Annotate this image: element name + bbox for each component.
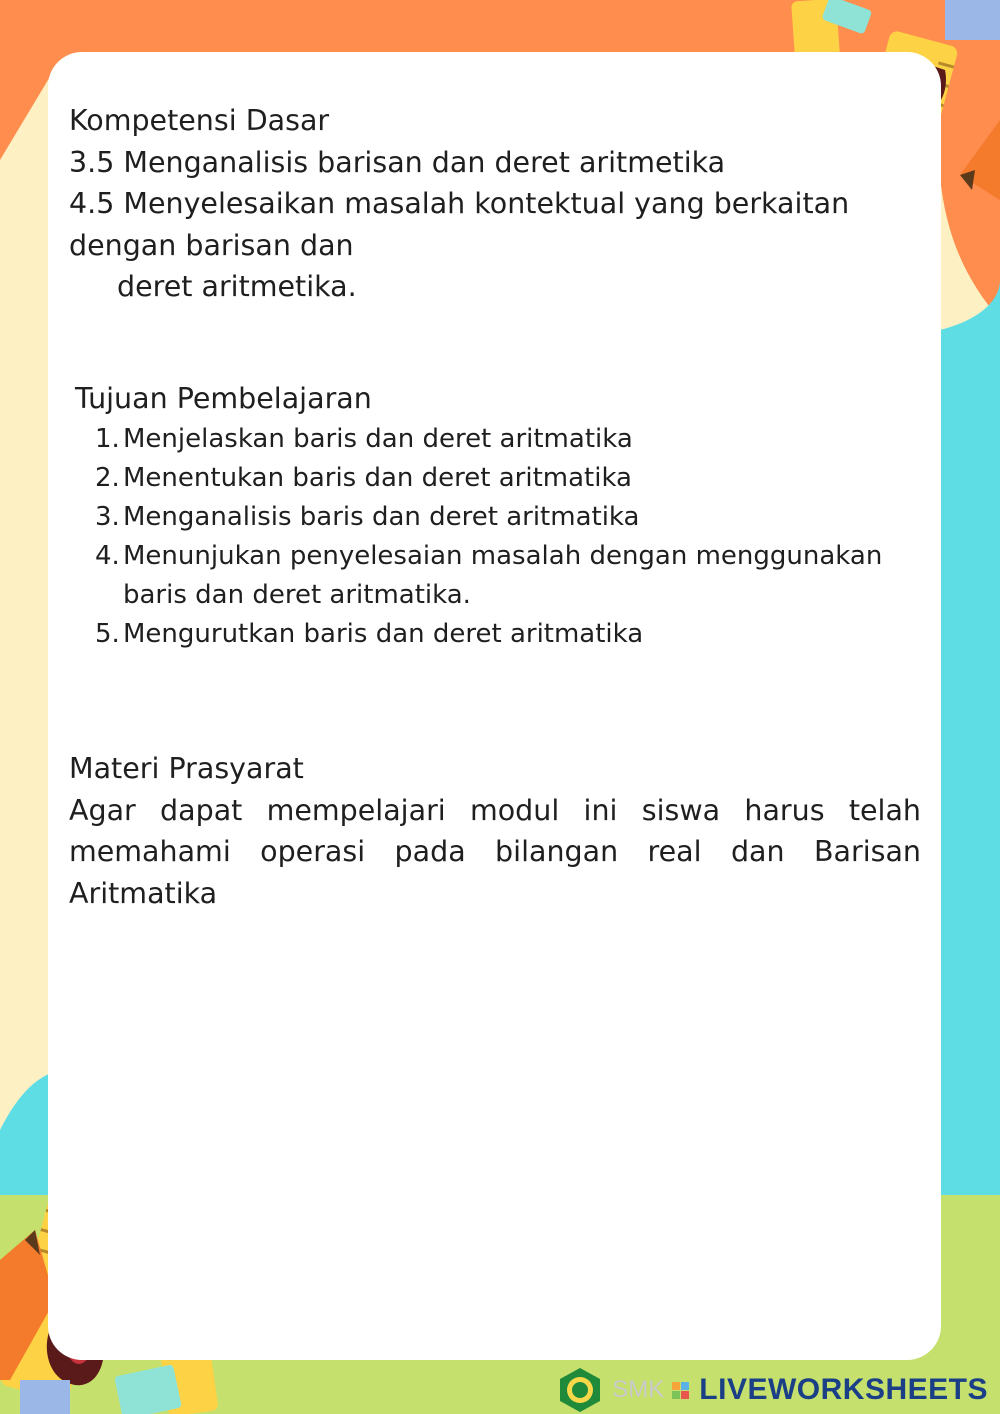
list-number: 1. [95, 423, 120, 454]
list-item [69, 420, 921, 459]
materi-section [69, 748, 921, 914]
materi-body: Agar dapat mempelajari modul ini siswa harus telah memahami operasi pada bilangan real dan Barisan Aritmatika [69, 793, 921, 910]
list-text: Menentukan baris dan deret aritmatika [123, 462, 632, 493]
tujuan-list [69, 420, 921, 654]
liveworksheets-logo-icon [672, 1382, 689, 1399]
list-text: Menganalisis baris dan deret aritmatika [123, 501, 640, 532]
kd-4-5-line1: 4.5 Menyelesaikan masalah kontektual yang berkaitan [69, 187, 850, 220]
materi-heading: Materi Prasyarat [69, 752, 304, 785]
kd-4-5-line3: deret aritmetika. [117, 270, 357, 303]
tujuan-section [69, 378, 921, 654]
list-text: Menjelaskan baris dan deret aritmatika [123, 423, 633, 454]
kd-3-5: 3.5 Menganalisis barisan dan deret aritmetika [69, 145, 726, 179]
school-emblem-icon [556, 1366, 604, 1414]
list-item [69, 498, 921, 537]
school-watermark: SMK [612, 1376, 665, 1403]
tujuan-heading: Tujuan Pembelajaran [75, 382, 372, 415]
worksheet-content [69, 100, 921, 910]
kd-4-5-line2: dengan barisan dan [69, 228, 354, 262]
list-text: Menunjukan penyelesaian masalah dengan menggunakan baris dan deret aritmatika. [123, 540, 883, 610]
list-item [69, 537, 921, 615]
list-number: 2. [95, 462, 120, 493]
list-item [69, 459, 921, 498]
list-text: Mengurutkan baris dan deret aritmatika [123, 618, 644, 649]
list-item [69, 615, 921, 654]
kompetensi-heading: Kompetensi Dasar [69, 104, 330, 137]
list-number: 4. [95, 540, 120, 571]
kompetensi-section [69, 100, 921, 308]
list-number: 3. [95, 501, 120, 532]
footer-branding [556, 1370, 988, 1410]
liveworksheets-brand[interactable]: LIVEWORKSHEETS [699, 1373, 988, 1406]
list-number: 5. [95, 618, 120, 649]
